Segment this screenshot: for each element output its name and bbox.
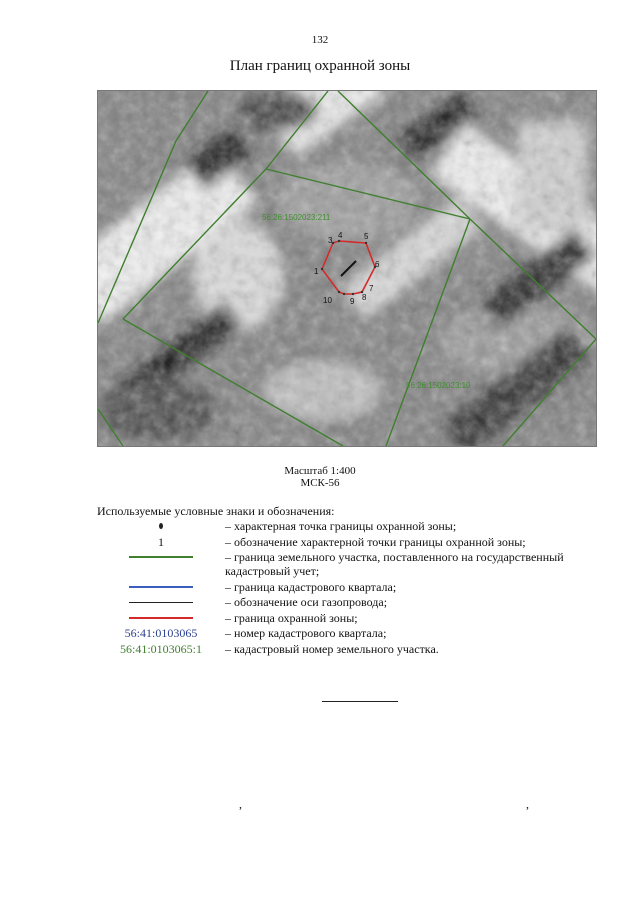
legend-row [97, 519, 597, 533]
zone-boundary-line-icon [129, 617, 193, 619]
legend-text: – номер кадастрового квартала; [225, 626, 387, 640]
legend-symbol-text: 56:41:0103065:1 [119, 641, 202, 656]
parcel-boundary-line-icon [129, 556, 193, 558]
boundary-point [352, 293, 354, 295]
legend-row [97, 535, 597, 549]
parcel-label: 56:26:1502023:10 [406, 381, 471, 390]
legend-row [97, 642, 597, 656]
legend-text: – граница кадастрового квартала; [225, 579, 397, 594]
point-label: 1 [314, 267, 319, 276]
map-image [97, 90, 597, 447]
point-label: 6 [375, 260, 380, 269]
legend-text: – характерная точка границы охранной зоны; [225, 519, 457, 533]
page-number: 132 [311, 34, 329, 46]
legend-text: – кадастровый номер земельного участка. [225, 641, 439, 656]
point-label: 7 [369, 284, 374, 293]
legend-row [97, 611, 597, 625]
scale-text: Масштаб 1:400 [284, 465, 356, 477]
point-label: 9 [350, 297, 355, 306]
legend-text: – обозначение оси газопровода; [225, 595, 388, 609]
point-marker-icon [159, 523, 163, 529]
footer-mark: , [239, 797, 242, 811]
legend-row [97, 626, 597, 640]
point-label: 8 [362, 293, 367, 302]
boundary-point [338, 291, 340, 293]
legend [97, 519, 597, 657]
coordinate-system: МСК-56 [300, 477, 340, 489]
point-label: 5 [364, 232, 369, 241]
point-label: 4 [338, 231, 343, 240]
legend-text: – граница земельного участка, поставленного на государственный кадастровый учет; [225, 550, 564, 578]
footer-mark: , [526, 797, 529, 811]
pipeline-axis-line-icon [129, 602, 193, 603]
parcel-label: 56:26:1502023:211 [262, 213, 331, 222]
footer-divider [322, 701, 398, 702]
legend-row [97, 580, 597, 594]
boundary-point [321, 268, 323, 270]
legend-symbol-text: 56:41:0103065 [124, 626, 198, 640]
legend-text: – обозначение характерной точки границы охранной зоны; [225, 534, 526, 549]
quarter-boundary-line-icon [129, 586, 193, 588]
legend-text: – граница охранной зоны; [225, 610, 358, 625]
legend-symbol-text: 1 [158, 534, 164, 549]
boundary-point [338, 240, 340, 242]
point-label: 3 [328, 236, 333, 245]
page-title: План границ охранной зоны [229, 58, 411, 74]
point-label: 10 [323, 296, 332, 305]
legend-row [97, 550, 597, 578]
scale-block [0, 465, 640, 489]
legend-row [97, 595, 597, 609]
boundary-point [365, 242, 367, 244]
boundary-point [343, 293, 345, 295]
legend-title: Используемые условные знаки и обозначения: [97, 504, 335, 518]
